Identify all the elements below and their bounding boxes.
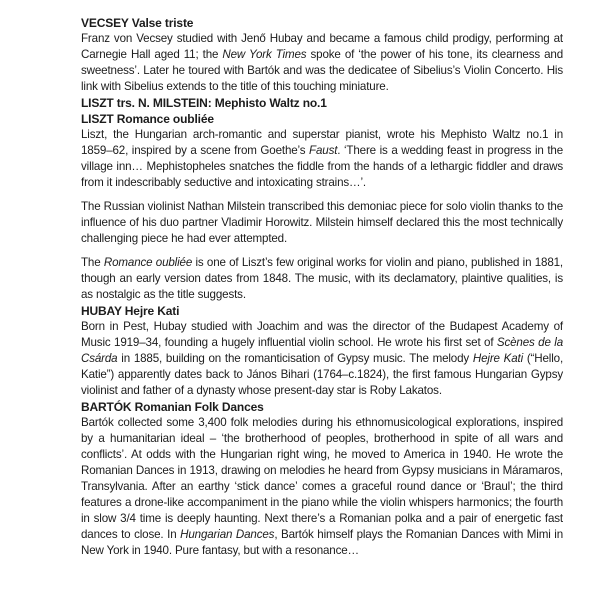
note-paragraph: Franz von Vecsey studied with Jenő Hubay and became a famous child prodigy, performing at Carnegie Hall aged 11; the New York Times spoke of ‘the power of his tone, its clearness and sweetness’. Later he toured with Bartók and was the dedicatee of Sibelius’s Violin Concerto. His link with Sibelius extends to the title of this touching miniature. — [81, 32, 563, 93]
work-heading: HUBAY Hejre Kati — [81, 304, 180, 318]
work-heading: LISZT trs. N. MILSTEIN: Mephisto Waltz no.1 — [81, 96, 327, 110]
italic-title-run: Hejre Kati — [472, 352, 524, 365]
work-heading: LISZT Romance oubliée — [81, 112, 214, 126]
italic-title-run: Romance oubliée — [103, 256, 193, 269]
note-paragraph: The Russian violinist Nathan Milstein transcribed this demoniac piece for solo violin thanks to the influence of his duo partner Vladimir Horowitz. Milstein himself declared this the most technically challenging piece he had ever attempted. — [81, 200, 563, 245]
work-heading: VECSEY Valse triste — [81, 16, 194, 30]
italic-title-run: Scènes de la Csárda — [81, 336, 563, 365]
italic-title-run: Faust — [309, 144, 338, 157]
italic-title-run: New York Times — [222, 48, 307, 61]
work-section — [81, 95, 563, 303]
work-section — [81, 15, 563, 95]
italic-title-run: Hungarian Dances — [180, 528, 275, 541]
work-section — [81, 303, 563, 399]
work-heading: BARTÓK Romanian Folk Dances — [81, 400, 264, 414]
liner-notes-text — [81, 15, 563, 559]
work-section — [81, 399, 563, 559]
note-paragraph: Bartók collected some 3,400 folk melodies during his ethnomusicological explorations, inspired by a humanitarian ideal – ‘the brotherhood of peoples, brotherhood in spite of all wars and conflicts’. At odds with the Hungarian right wing, he moved to America in 1940. He wrote the Romanian Dances in 1913, drawing on melodies he heard from Gypsy musicians in Máramaros, Transylvania. After an earthy ‘stick dance’ comes a graceful round dance or ‘Braul’; the third features a drone-like accompaniment in the piano while the violin whispers harmonics; the fourth in slow 3/4 time is deeply haunting. Next there’s a Romanian polka and a pair of energetic fast dances to close. In Hungarian Dances, Bartók himself plays the Romanian Dances with Mimi in New York in 1940. Pure fantasy, but with a resonance… — [81, 416, 563, 557]
note-paragraph: Liszt, the Hungarian arch-romantic and superstar pianist, wrote his Mephisto Waltz no.1 in 1859–62, inspired by a scene from Goethe’s Faust. ‘There is a wedding feast in progress in the village inn… Mephistopheles snatches the fiddle from the hands of a lethargic fiddler and draws from it indescribably seductive and intoxicating strains…’. — [81, 128, 563, 189]
note-paragraph: Born in Pest, Hubay studied with Joachim and was the director of the Budapest Academy of Music 1919–34, founding a hugely influential violin school. He wrote his first set of Scènes de la Csárda in 1885, building on the romanticisation of Gypsy music. The melody Hejre Kati (“Hello, Katie”) apparently dates back to János Bihari (1764–c.1824), the first famous Hungarian Gypsy violinist and father of a dynasty whose present-day star is Roby Lakatos. — [81, 320, 564, 397]
note-paragraph: The Romance oubliée is one of Liszt’s few original works for violin and piano, published in 1881, though an early version dates from 1848. The music, with its declamatory, plaintive qualities, is as nostalgic as the title suggests. — [81, 256, 563, 301]
